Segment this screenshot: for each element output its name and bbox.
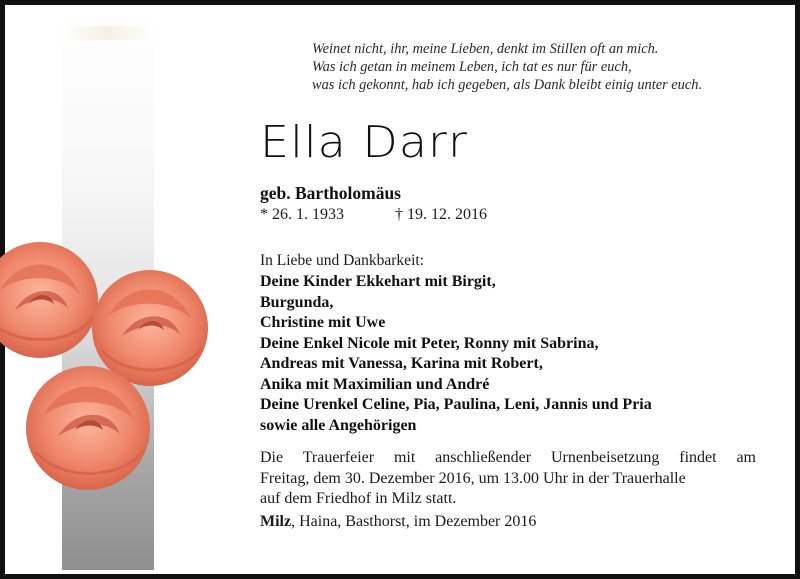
poem-line: was ich gekonnt, hab ich gegeben, als Dank bleibt einig unter euch. [312,77,703,93]
poem [312,40,782,94]
mourner-line: sowie alle Angehörigen [260,416,417,434]
rose-left [0,242,98,358]
rose-right [92,270,208,386]
mourner-line: Andreas mit Vanessa, Karina mit Robert, [260,355,543,372]
rose-bottom [26,366,150,490]
life-dates [260,206,487,224]
mourner-line: Christine mit Uwe [260,314,386,331]
mourner-line: Anika mit Maximilian und André [260,375,490,393]
service-line: auf dem Friedhof in Milz statt. [260,490,457,507]
place-town: Milz [260,513,292,530]
mourner-line: Deine Kinder Ekkehart mit Birgit, [260,273,496,290]
deceased-name: Ella Darr [260,116,468,168]
death-date: † 19. 12. 2016 [395,206,487,223]
poem-line: Was ich getan in meinem Leben, ich tat es nur für euch, [312,59,632,75]
mourner-line: Deine Enkel Nicole mit Peter, Ronny mit Sabrina, [260,334,599,352]
decorative-mark [64,26,152,40]
service-line: Freitag, dem 30. Dezember 2016, um 13.00 Uhr in der Trauerhalle [260,469,686,487]
birth-name: geb. Bartholomäus [260,183,401,203]
mourner-line: Deine Urenkel Celine, Pia, Paulina, Leni, Jannis und Pria [260,396,652,413]
mourners-list [260,272,780,436]
dedication: In Liebe und Dankbarkeit: [260,252,424,269]
birth-date: * 26. 1. 1933 [260,206,344,223]
place-rest: , Haina, Basthorst, im Dezember 2016 [291,513,537,530]
service-line: Die Trauerfeier mit anschließender Urnenbeisetzung findet am [260,449,756,466]
roses-image [0,230,230,510]
mourner-line: Burgunda, [260,293,334,311]
service-info [260,448,756,510]
poem-line: Weinet nicht, ihr, meine Lieben, denkt im Stillen oft an mich. [312,41,659,57]
place-date [260,513,536,531]
